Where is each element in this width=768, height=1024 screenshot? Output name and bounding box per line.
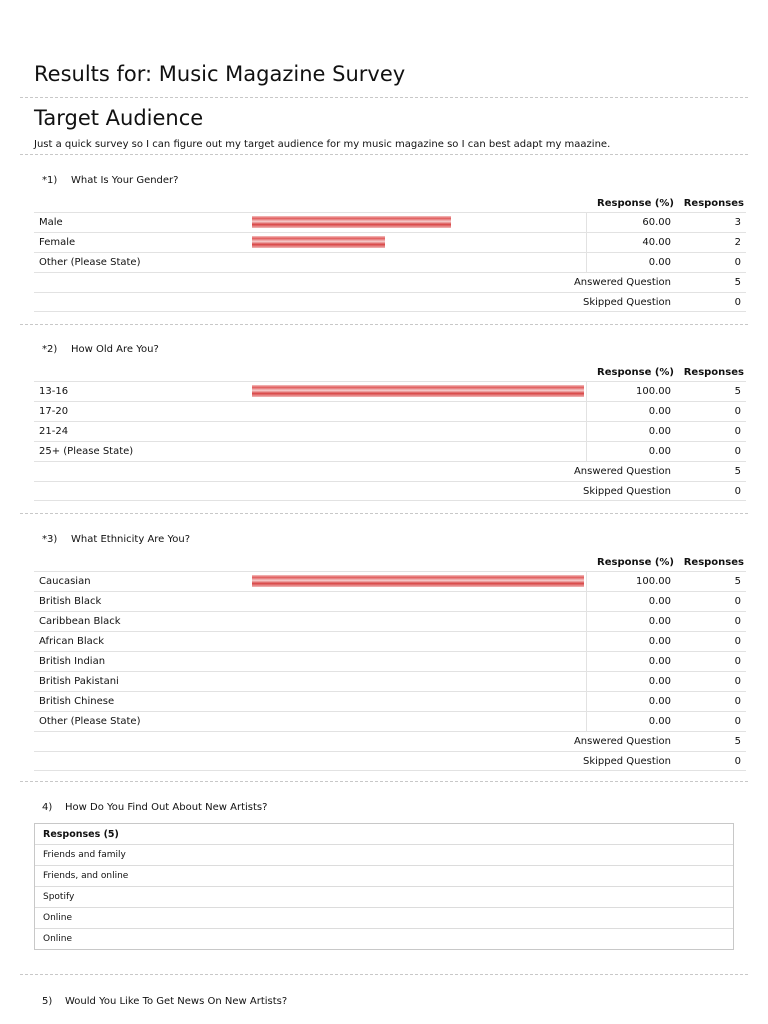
open-response-row: Friends and family [35,844,733,865]
survey-description: Just a quick survey so I can figure out my target audience for my music magazine so I can best adapt my maazine. [34,139,611,150]
option-label: African Black [39,636,105,647]
question-text: What Is Your Gender? [71,175,179,186]
option-row [34,441,746,461]
count-column-header: Responses [683,557,744,568]
option-count: 0 [734,676,741,687]
response-bar [252,575,584,587]
open-response-row: Online [35,907,733,928]
option-row [34,401,746,421]
option-label: British Indian [39,656,106,667]
skipped-row [34,751,746,771]
question-title [42,534,190,545]
option-row [34,631,746,651]
answered-count: 5 [734,277,741,288]
skipped-label: Skipped Question [582,486,671,497]
option-label: Caribbean Black [39,616,121,627]
option-count: 0 [734,616,741,627]
results-table [34,194,746,312]
option-label: British Pakistani [39,676,119,687]
option-percent: 100.00 [636,386,671,397]
response-bar [252,216,451,228]
option-count: 0 [734,716,741,727]
percent-column-header: Response (%) [597,198,674,209]
answered-label: Answered Question [573,466,671,477]
skipped-count: 0 [734,486,741,497]
response-bar [252,385,584,397]
option-row [34,611,746,631]
divider [20,513,748,514]
option-row [34,671,746,691]
option-label: Female [39,237,76,248]
skipped-count: 0 [734,756,741,767]
option-row [34,571,746,591]
skipped-label: Skipped Question [582,756,671,767]
question-title [42,344,159,355]
question-number: 4) [42,802,53,813]
question-5-title [42,996,287,1007]
option-label: 25+ (Please State) [39,446,134,457]
option-percent: 0.00 [648,676,671,687]
percent-column-header: Response (%) [597,557,674,568]
option-row [34,421,746,441]
answered-count: 5 [734,736,741,747]
divider [20,154,748,155]
question-title [42,175,178,186]
option-count: 0 [734,406,741,417]
option-row [34,232,746,252]
option-row [34,691,746,711]
option-percent: 100.00 [636,576,671,587]
count-column-header: Responses [683,198,744,209]
results-header [34,194,746,212]
page-title: Results for: Music Magazine Survey [34,62,406,86]
answered-label: Answered Question [573,277,671,288]
skipped-count: 0 [734,297,741,308]
results-header [34,553,746,571]
option-row [34,651,746,671]
open-response-row: Friends, and online [35,865,733,886]
option-percent: 0.00 [648,446,671,457]
option-percent: 0.00 [648,696,671,707]
option-count: 0 [734,696,741,707]
answered-count: 5 [734,466,741,477]
skipped-label: Skipped Question [582,297,671,308]
option-count: 0 [734,426,741,437]
option-row [34,381,746,401]
option-label: Other (Please State) [39,716,141,727]
question-text: How Old Are You? [71,344,159,355]
option-percent: 0.00 [648,406,671,417]
option-count: 5 [734,576,741,587]
question-number: *1) [42,175,58,186]
option-label: Other (Please State) [39,257,141,268]
option-percent: 60.00 [642,217,671,228]
response-bar [252,236,385,248]
divider [20,324,748,325]
option-label: Caucasian [39,576,91,587]
open-responses-header: Responses (5) [43,829,119,840]
option-percent: 0.00 [648,636,671,647]
option-percent: 0.00 [648,656,671,667]
option-percent: 0.00 [648,596,671,607]
option-percent: 0.00 [648,716,671,727]
open-responses-table [34,823,734,950]
answered-label: Answered Question [573,736,671,747]
question-text: What Ethnicity Are You? [71,534,191,545]
count-column-header: Responses [683,367,744,378]
skipped-row [34,481,746,501]
skipped-row [34,292,746,312]
option-count: 2 [734,237,741,248]
divider [20,974,748,975]
open-response-row: Online [35,928,733,949]
option-count: 0 [734,656,741,667]
survey-name: Target Audience [34,106,204,130]
option-row [34,212,746,232]
option-label: Male [39,217,63,228]
open-response-row: Spotify [35,886,733,907]
answered-row [34,272,746,292]
option-count: 3 [734,217,741,228]
divider [20,97,748,98]
question-number: *3) [42,534,58,545]
divider [20,781,748,782]
option-count: 5 [734,386,741,397]
option-count: 0 [734,446,741,457]
option-label: 17-20 [39,406,69,417]
question-number: *2) [42,344,58,355]
option-label: 21-24 [39,426,69,437]
question-text: How Do You Find Out About New Artists? [65,802,268,813]
question-4-title [42,802,267,813]
question-number: 5) [42,996,53,1007]
answered-row [34,461,746,481]
results-header [34,363,746,381]
percent-column-header: Response (%) [597,367,674,378]
option-row [34,591,746,611]
option-label: British Chinese [39,696,115,707]
option-row [34,252,746,272]
option-count: 0 [734,596,741,607]
option-row [34,711,746,731]
option-count: 0 [734,636,741,647]
option-count: 0 [734,257,741,268]
option-label: 13-16 [39,386,69,397]
question-text: Would You Like To Get News On New Artists? [65,996,288,1007]
results-table [34,363,746,501]
option-percent: 40.00 [642,237,671,248]
option-label: British Black [39,596,102,607]
option-percent: 0.00 [648,616,671,627]
answered-row [34,731,746,751]
results-table [34,553,746,771]
option-percent: 0.00 [648,257,671,268]
option-percent: 0.00 [648,426,671,437]
